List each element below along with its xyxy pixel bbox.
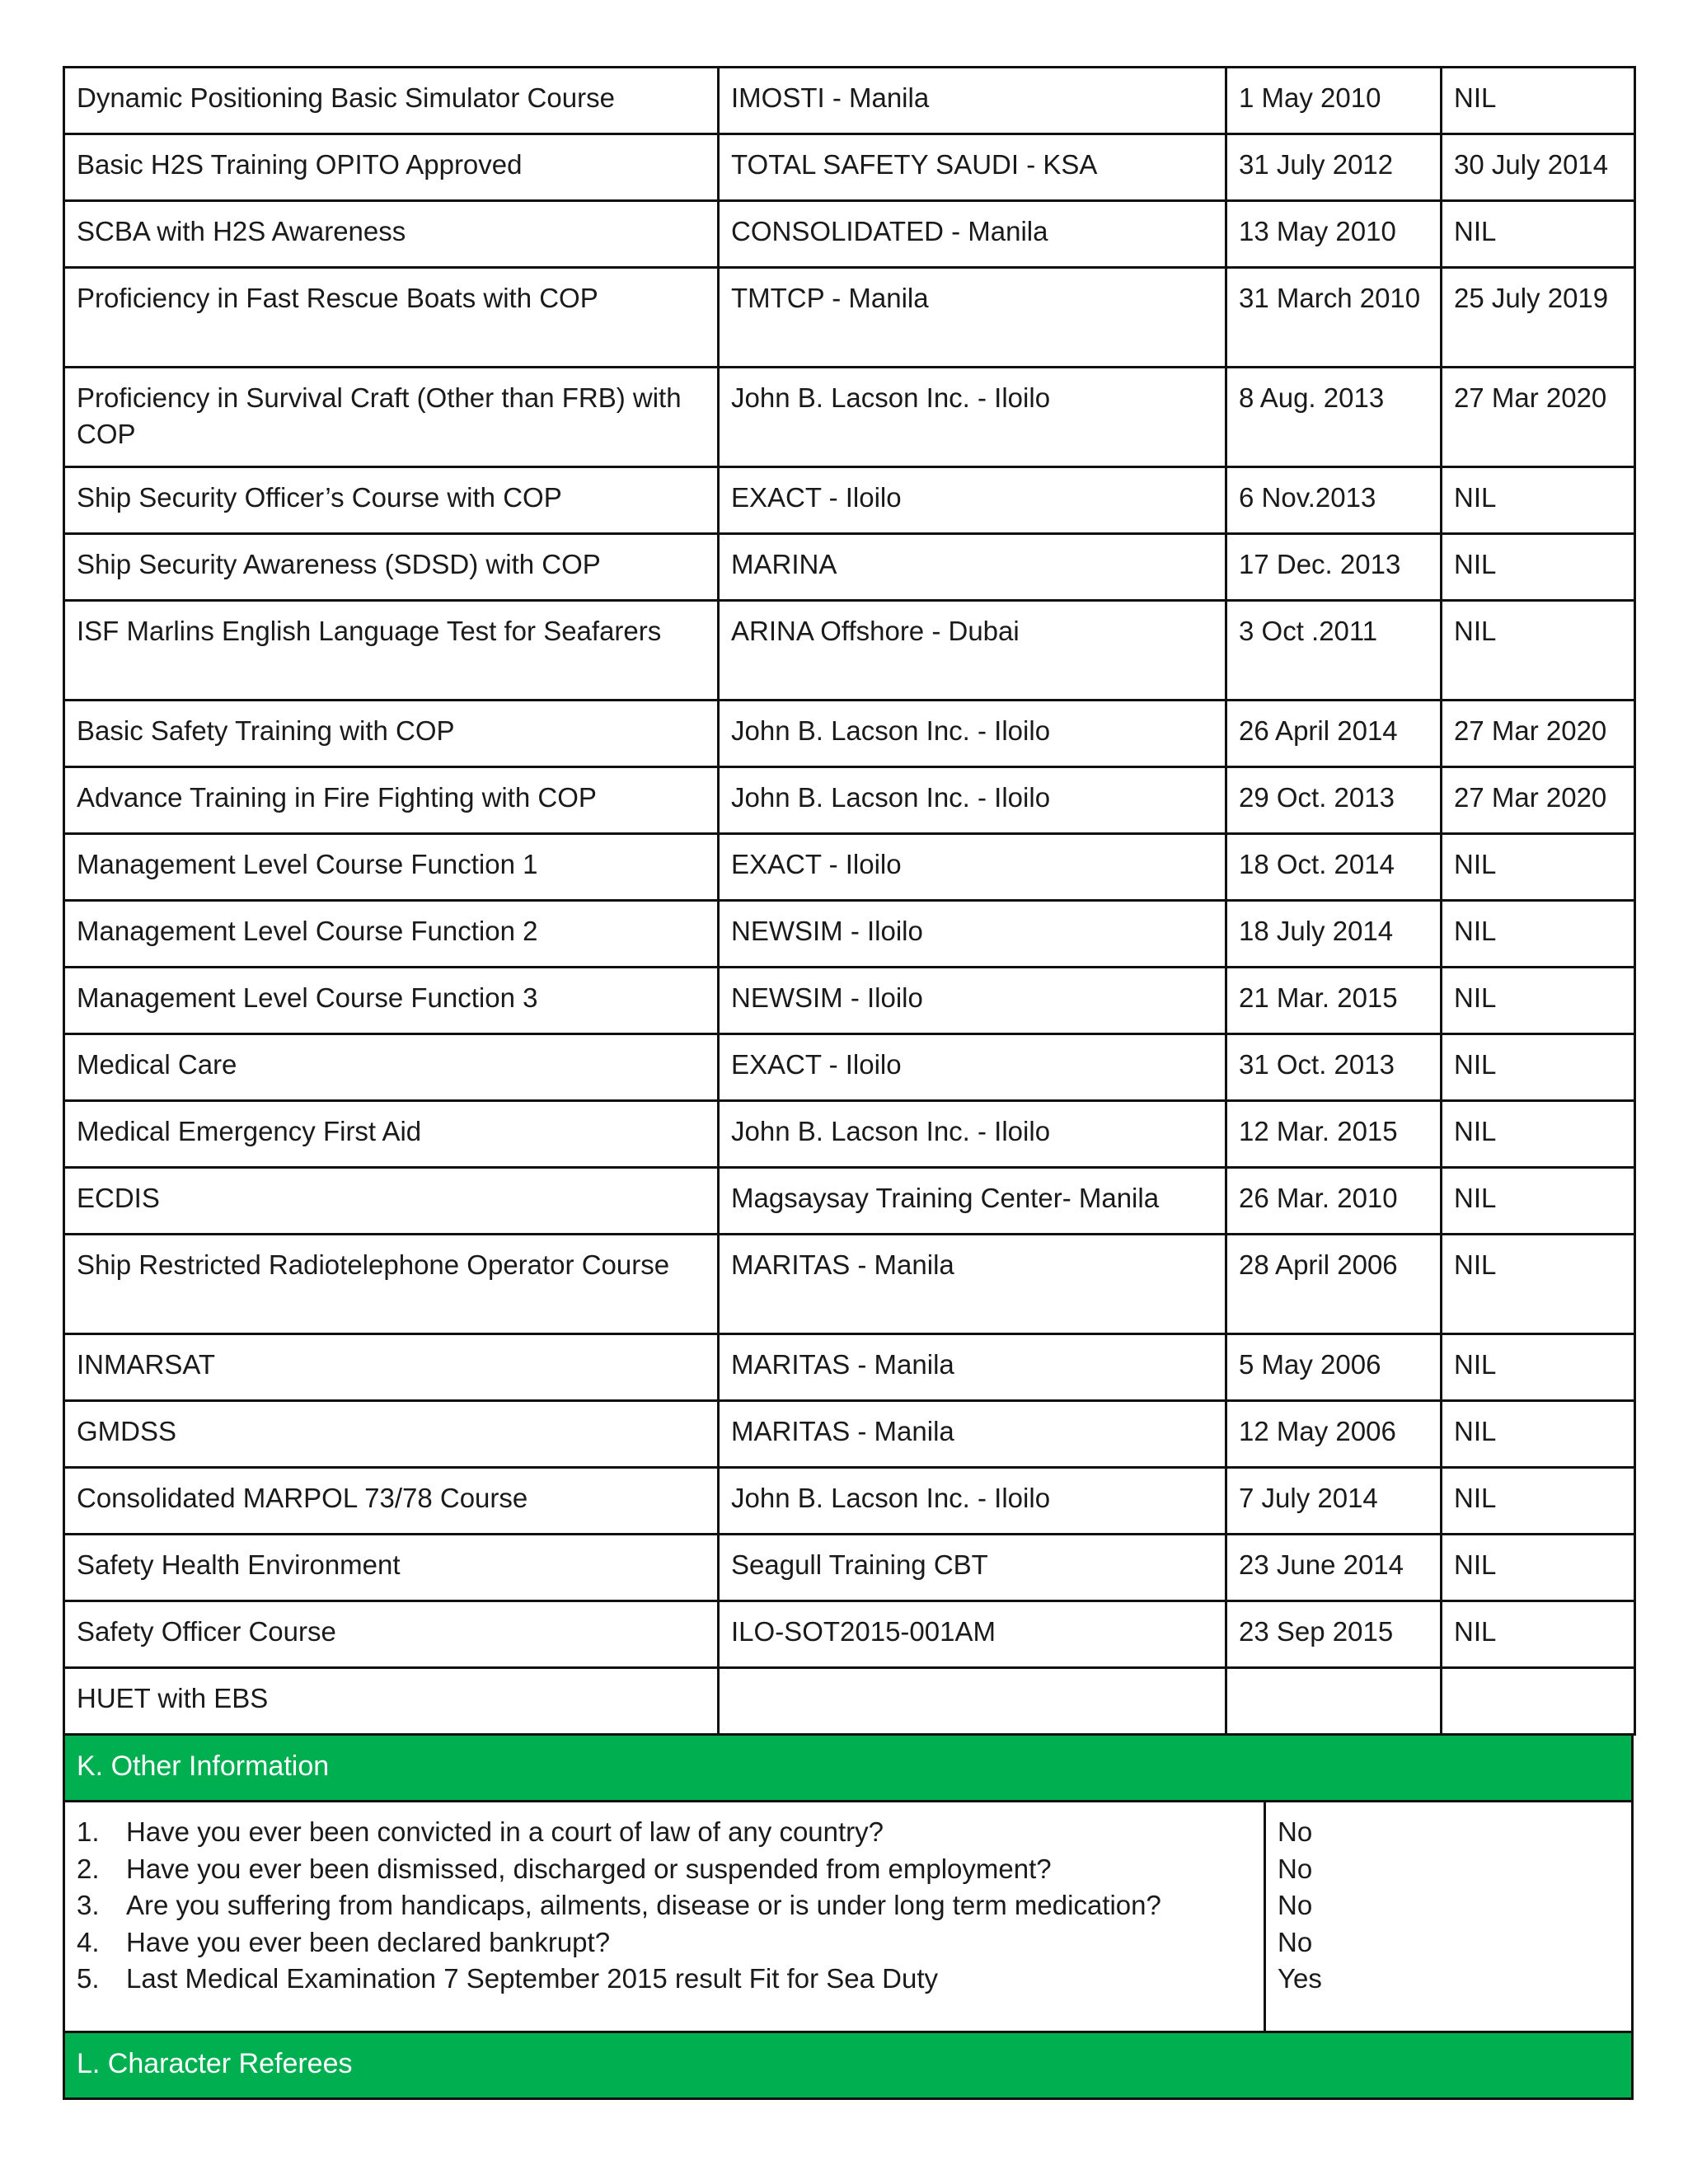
course-cell: Basic Safety Training with COP (64, 701, 719, 767)
institution-cell (719, 1668, 1226, 1735)
date-issued-cell: 31 March 2010 (1226, 268, 1442, 368)
table-row (64, 1235, 1635, 1334)
question-text: Have you ever been declared bankrupt? (126, 1926, 611, 1957)
date-issued-cell (1226, 1668, 1442, 1735)
course-cell: Management Level Course Function 1 (64, 834, 719, 901)
course-cell: INMARSAT (64, 1334, 719, 1401)
question-item (77, 1961, 1252, 1998)
date-issued-cell: 26 Mar. 2010 (1226, 1168, 1442, 1235)
institution-cell: NEWSIM - Iloilo (719, 901, 1226, 968)
institution-cell: John B. Lacson Inc. - Iloilo (719, 767, 1226, 834)
answer-item: No (1278, 1816, 1313, 1847)
question-text: Have you ever been dismissed, discharged or suspended from employment? (126, 1853, 1052, 1884)
table-row (64, 601, 1635, 701)
table-row (64, 134, 1635, 201)
question-item (77, 1887, 1252, 1924)
expiry-cell: NIL (1442, 1601, 1635, 1668)
date-issued-cell: 23 Sep 2015 (1226, 1601, 1442, 1668)
course-cell: Basic H2S Training OPITO Approved (64, 134, 719, 201)
institution-cell: John B. Lacson Inc. - Iloilo (719, 368, 1226, 467)
course-cell: Ship Security Officer’s Course with COP (64, 467, 719, 534)
expiry-cell: NIL (1442, 968, 1635, 1034)
institution-cell: Magsaysay Training Center- Manila (719, 1168, 1226, 1235)
date-issued-cell: 23 June 2014 (1226, 1535, 1442, 1601)
institution-cell: ILO-SOT2015-001AM (719, 1601, 1226, 1668)
question-number: 1. (77, 1816, 100, 1847)
date-issued-cell: 12 May 2006 (1226, 1401, 1442, 1468)
expiry-cell: NIL (1442, 1401, 1635, 1468)
course-cell: SCBA with H2S Awareness (64, 201, 719, 268)
table-row (64, 1401, 1635, 1468)
table-row (64, 1101, 1635, 1168)
table-row (64, 68, 1635, 134)
course-cell: ECDIS (64, 1168, 719, 1235)
expiry-cell: NIL (1442, 1334, 1635, 1401)
expiry-cell: NIL (1442, 1535, 1635, 1601)
question-item (77, 1851, 1252, 1888)
section-heading-character-referees: L. Character Referees (63, 2033, 1634, 2100)
section-heading-other-information: K. Other Information (63, 1736, 1634, 1802)
table-row (64, 834, 1635, 901)
date-issued-cell: 13 May 2010 (1226, 201, 1442, 268)
expiry-cell: 25 July 2019 (1442, 268, 1635, 368)
course-cell: Ship Security Awareness (SDSD) with COP (64, 534, 719, 601)
expiry-cell: 30 July 2014 (1442, 134, 1635, 201)
question-text: Are you suffering from handicaps, ailments, disease or is under long term medication? (126, 1890, 1161, 1920)
question-item (77, 1924, 1252, 1961)
institution-cell: MARITAS - Manila (719, 1401, 1226, 1468)
date-issued-cell: 21 Mar. 2015 (1226, 968, 1442, 1034)
question-text: Have you ever been convicted in a court of law of any country? (126, 1816, 884, 1847)
table-row (64, 368, 1635, 467)
table-row (64, 1535, 1635, 1601)
institution-cell: MARITAS - Manila (719, 1334, 1226, 1401)
institution-cell: ARINA Offshore - Dubai (719, 601, 1226, 701)
table-row (64, 1334, 1635, 1401)
date-issued-cell: 31 July 2012 (1226, 134, 1442, 201)
question-number: 2. (77, 1853, 100, 1884)
table-row (64, 1468, 1635, 1535)
institution-cell: John B. Lacson Inc. - Iloilo (719, 1101, 1226, 1168)
institution-cell: TMTCP - Manila (719, 268, 1226, 368)
table-row (64, 767, 1635, 834)
table-row (64, 901, 1635, 968)
course-cell: Safety Health Environment (64, 1535, 719, 1601)
institution-cell: EXACT - Iloilo (719, 834, 1226, 901)
questions-column (65, 1802, 1266, 2031)
table-row (64, 701, 1635, 767)
expiry-cell: NIL (1442, 201, 1635, 268)
table-row (64, 534, 1635, 601)
date-issued-cell: 7 July 2014 (1226, 1468, 1442, 1535)
expiry-cell: NIL (1442, 1168, 1635, 1235)
course-cell: ISF Marlins English Language Test for Seafarers (64, 601, 719, 701)
course-cell: Medical Emergency First Aid (64, 1101, 719, 1168)
expiry-cell: NIL (1442, 467, 1635, 534)
table-row (64, 1034, 1635, 1101)
course-cell: Management Level Course Function 2 (64, 901, 719, 968)
table-row (64, 467, 1635, 534)
table-row (64, 201, 1635, 268)
question-text: Last Medical Examination 7 September 2015 result Fit for Sea Duty (126, 1963, 938, 1994)
answer-item: No (1278, 1926, 1313, 1957)
course-cell: Dynamic Positioning Basic Simulator Course (64, 68, 719, 134)
expiry-cell: 27 Mar 2020 (1442, 701, 1635, 767)
date-issued-cell: 3 Oct .2011 (1226, 601, 1442, 701)
expiry-cell: NIL (1442, 1101, 1635, 1168)
answer-item: No (1278, 1853, 1313, 1884)
course-cell: Consolidated MARPOL 73/78 Course (64, 1468, 719, 1535)
expiry-cell: NIL (1442, 1468, 1635, 1535)
expiry-cell: NIL (1442, 834, 1635, 901)
institution-cell: John B. Lacson Inc. - Iloilo (719, 701, 1226, 767)
expiry-cell: NIL (1442, 601, 1635, 701)
institution-cell: John B. Lacson Inc. - Iloilo (719, 1468, 1226, 1535)
resume-page (63, 66, 1634, 2100)
expiry-cell: 27 Mar 2020 (1442, 767, 1635, 834)
date-issued-cell: 17 Dec. 2013 (1226, 534, 1442, 601)
table-row (64, 968, 1635, 1034)
expiry-cell: 27 Mar 2020 (1442, 368, 1635, 467)
table-row (64, 1168, 1635, 1235)
date-issued-cell: 12 Mar. 2015 (1226, 1101, 1442, 1168)
date-issued-cell: 18 Oct. 2014 (1226, 834, 1442, 901)
answer-item: No (1278, 1890, 1313, 1920)
course-cell: Proficiency in Survival Craft (Other than FRB) with COP (64, 368, 719, 467)
course-cell: Advance Training in Fire Fighting with COP (64, 767, 719, 834)
expiry-cell: NIL (1442, 68, 1635, 134)
course-cell: GMDSS (64, 1401, 719, 1468)
date-issued-cell: 6 Nov.2013 (1226, 467, 1442, 534)
question-number: 4. (77, 1926, 100, 1957)
course-cell: Medical Care (64, 1034, 719, 1101)
question-number: 3. (77, 1890, 100, 1920)
date-issued-cell: 1 May 2010 (1226, 68, 1442, 134)
expiry-cell: NIL (1442, 1235, 1635, 1334)
institution-cell: MARINA (719, 534, 1226, 601)
expiry-cell: NIL (1442, 534, 1635, 601)
question-item (77, 1814, 1252, 1851)
date-issued-cell: 18 July 2014 (1226, 901, 1442, 968)
institution-cell: NEWSIM - Iloilo (719, 968, 1226, 1034)
date-issued-cell: 26 April 2014 (1226, 701, 1442, 767)
table-row (64, 1668, 1635, 1735)
question-number: 5. (77, 1963, 100, 1994)
institution-cell: Seagull Training CBT (719, 1535, 1226, 1601)
date-issued-cell: 8 Aug. 2013 (1226, 368, 1442, 467)
expiry-cell: NIL (1442, 901, 1635, 968)
date-issued-cell: 5 May 2006 (1226, 1334, 1442, 1401)
expiry-cell: NIL (1442, 1034, 1635, 1101)
table-row (64, 268, 1635, 368)
institution-cell: MARITAS - Manila (719, 1235, 1226, 1334)
table-row (64, 1601, 1635, 1668)
answer-item: Yes (1278, 1963, 1322, 1994)
answers-column (1266, 1802, 1631, 2031)
institution-cell: TOTAL SAFETY SAUDI - KSA (719, 134, 1226, 201)
expiry-cell (1442, 1668, 1635, 1735)
institution-cell: EXACT - Iloilo (719, 1034, 1226, 1101)
course-cell: Safety Officer Course (64, 1601, 719, 1668)
institution-cell: CONSOLIDATED - Manila (719, 201, 1226, 268)
course-cell: HUET with EBS (64, 1668, 719, 1735)
institution-cell: IMOSTI - Manila (719, 68, 1226, 134)
date-issued-cell: 29 Oct. 2013 (1226, 767, 1442, 834)
certificates-table (63, 66, 1636, 1736)
course-cell: Management Level Course Function 3 (64, 968, 719, 1034)
date-issued-cell: 31 Oct. 2013 (1226, 1034, 1442, 1101)
date-issued-cell: 28 April 2006 (1226, 1235, 1442, 1334)
course-cell: Proficiency in Fast Rescue Boats with COP (64, 268, 719, 368)
institution-cell: EXACT - Iloilo (719, 467, 1226, 534)
course-cell: Ship Restricted Radiotelephone Operator Course (64, 1235, 719, 1334)
other-information-box (63, 1802, 1634, 2033)
